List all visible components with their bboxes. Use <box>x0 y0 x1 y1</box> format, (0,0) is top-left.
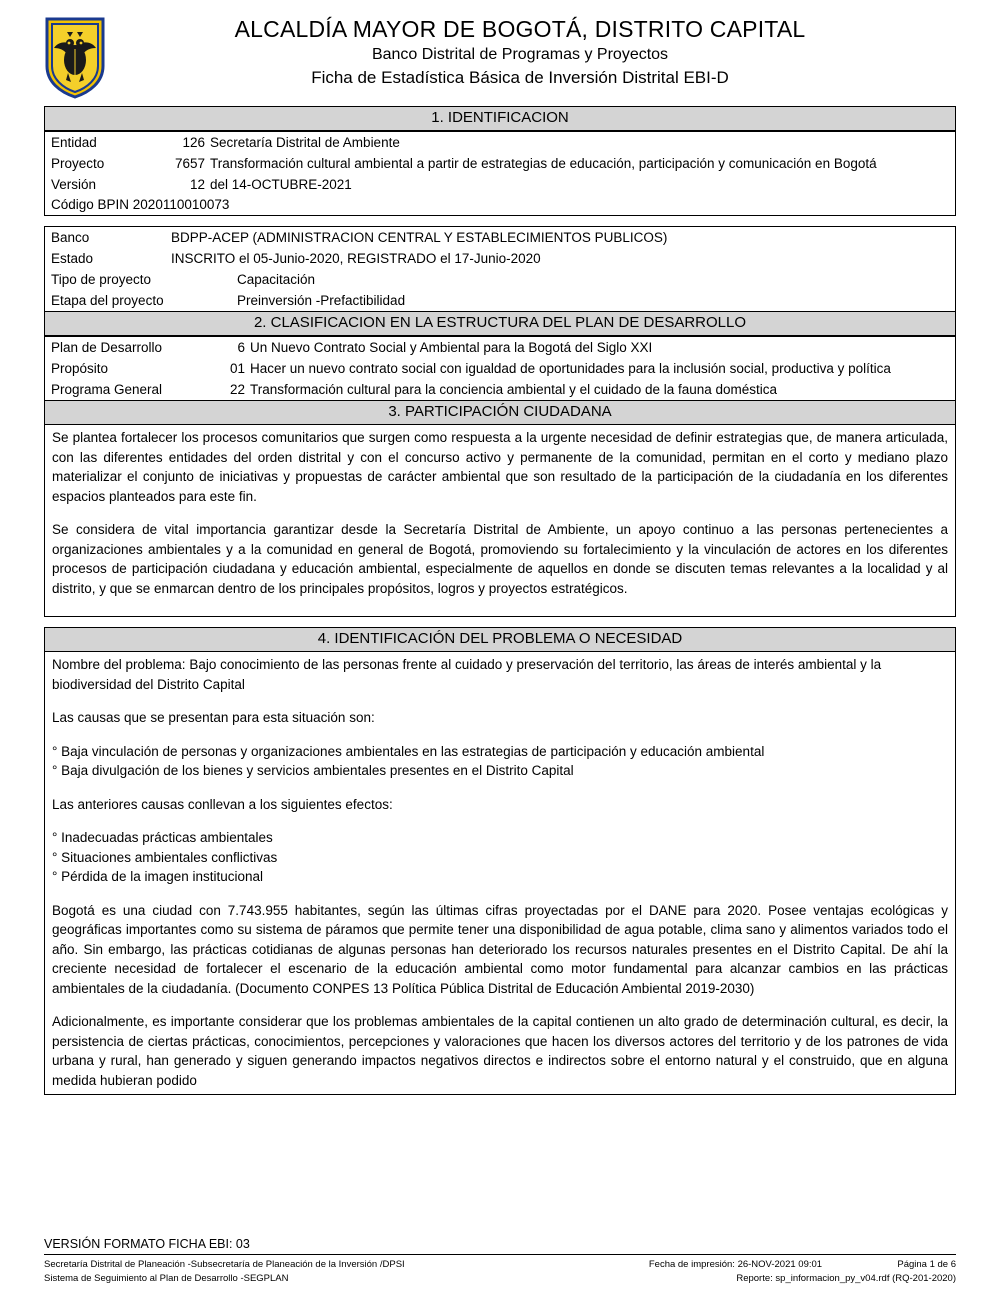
problema-paragraph-1: Nombre del problema: Bajo conocimiento de las personas frente al cuidado y preservación del territorio, las áreas de interés ambiental y la biodiversidad del Distrito Capital <box>52 657 882 692</box>
row-proposito <box>45 358 955 379</box>
row-proyecto <box>45 153 955 174</box>
problema-spacer-5 <box>52 887 948 901</box>
document-header <box>44 14 956 106</box>
header-subtitle-2: Ficha de Estadística Básica de Inversión Distrital EBI-D <box>311 68 729 87</box>
identification-block <box>44 131 956 216</box>
row-tipo-proyecto <box>45 269 955 290</box>
label-banco: Banco <box>51 230 90 245</box>
participacion-spacer-2 <box>52 598 948 612</box>
label-proposito: Propósito <box>51 361 109 376</box>
value-plan-desarrollo-codigo: 6 <box>237 340 245 355</box>
value-entidad: Secretaría Distrital de Ambiente <box>210 135 400 150</box>
header-subtitle-1: Banco Distrital de Programas y Proyectos <box>371 46 669 63</box>
footer-grid <box>44 1255 956 1286</box>
value-estado: INSCRITO el 05-Junio-2020, REGISTRADO el 17-Junio-2020 <box>171 251 541 266</box>
value-plan-desarrollo: Un Nuevo Contrato Social y Ambiental para la Bogotá del Siglo XXI <box>250 340 653 355</box>
problema-spacer-4 <box>52 814 948 828</box>
participacion-paragraph-2: Se considera de vital importancia garantizar desde la Secretaría Distrital de Ambiente, un apoyo continuo a las personas pertenecientes a organizaciones ambientales y a la comunidad en general de Bogotá, promoviendo su fortalecimiento y la vinculación de actores en los diferentes procesos de participación ciudadana y educación ambiental, especialmente de aquellos en donde se discuten temas relevantes a la localidad y al distrito, y que se enmarcan dentro de los principales propósitos, logros y proyectos estratégicos. <box>52 522 948 596</box>
label-programa-general: Programa General <box>51 382 163 397</box>
row-banco <box>45 227 955 248</box>
bogota-coat-of-arms-icon <box>44 16 106 100</box>
problema-paragraph-4: Bogotá es una ciudad con 7.743.955 habitantes, según las últimas cifras proyectadas por el DANE para 2020. Posee ventajas ecológicas y geográficas importantes como su sistema de páramos que permite tener una disponibilidad de agua potable, clima sano y alimentos variados todo el año. Sin embargo, las prácticas cotidianas de algunas personas han deteriorado los recursos naturales presentes en el Distrito Capital. De ahí la creciente necesidad de fortalecer el escenario de la educación ambiental como motor fundamental para alcanzar cambios en las prácticas ambientales de la ciudadanía. (Documento CONPES 13 Política Pública Distrital de Educación Ambiental 2019-2030) <box>52 902 948 996</box>
section-title-clasificacion: 2. CLASIFICACION EN LA ESTRUCTURA DEL PLAN DE DESARROLLO <box>44 312 956 336</box>
problema-causa-2: ° Baja divulgación de los bienes y servicios ambientales presentes en el Distrito Capital <box>52 763 574 778</box>
section-title-problema: 4. IDENTIFICACIÓN DEL PROBLEMA O NECESIDAD <box>44 627 956 652</box>
problema-paragraph-5: Adicionalmente, es importante considerar que los problemas ambientales de la capital contienen un alto grado de determinación cultural, es decir, la persistencia de ciertas prácticas, conocimientos, percepciones y valoraciones que hacen los diversos actores del territorio y de los patrones de vida urbana y rural, han generado y siguen generando impactos negativos directos e indirectos sobre el entorno natural y el construido, que en alguna medida hubieran podido <box>52 1014 948 1088</box>
footer-page-number: Página 1 de 6 <box>897 1259 956 1270</box>
problema-paragraph-3: Las anteriores causas conllevan a los siguientes efectos: <box>52 796 393 812</box>
row-estado <box>45 248 955 269</box>
value-programa-general-codigo: 22 <box>229 382 245 397</box>
spacer-2 <box>44 617 956 627</box>
label-etapa-proyecto: Etapa del proyecto <box>51 293 164 308</box>
value-etapa-proyecto: Preinversión -Prefactibilidad <box>237 293 406 308</box>
row-plan-desarrollo <box>45 337 955 358</box>
value-tipo-proyecto: Capacitación <box>237 272 316 287</box>
section-title-identificacion: 1. IDENTIFICACION <box>44 106 956 131</box>
value-programa-general: Transformación cultural para la conciencia ambiental y el cuidado de la fauna doméstica <box>250 382 778 397</box>
participacion-block <box>44 425 956 617</box>
problema-spacer-3 <box>52 781 948 795</box>
footer-print-date: Fecha de impresión: 26-NOV-2021 09:01 <box>648 1259 823 1270</box>
row-etapa-proyecto <box>45 290 955 311</box>
value-codigo-bpin: Código BPIN 2020110010073 <box>51 197 230 212</box>
value-proposito-codigo: 01 <box>229 361 245 376</box>
problema-efecto-2: ° Situaciones ambientales conflictivas <box>52 849 278 865</box>
banco-block <box>44 226 956 312</box>
participacion-spacer <box>52 506 948 520</box>
label-entidad: Entidad <box>51 135 97 150</box>
problema-block <box>44 652 956 1095</box>
footer-system-line: Sistema de Seguimiento al Plan de Desarrollo -SEGPLAN <box>44 1273 289 1284</box>
value-proposito: Hacer un nuevo contrato social con igualdad de oportunidades para la inclusión social, productiva y política <box>250 361 891 376</box>
section-title-participacion: 3. PARTICIPACIÓN CIUDADANA <box>44 401 956 425</box>
spacer <box>44 216 956 226</box>
footer-entity-line: Secretaría Distrital de Planeación -Subsecretaría de Planeación de la Inversión /DPSI <box>44 1259 405 1270</box>
label-version: Versión <box>51 177 97 192</box>
value-proyecto-codigo: 7657 <box>174 156 205 171</box>
value-entidad-codigo: 126 <box>182 135 205 150</box>
problema-spacer-2 <box>52 728 948 742</box>
footer-version-formato: VERSIÓN FORMATO FICHA EBI: 03 <box>44 1237 250 1251</box>
row-version <box>45 174 955 195</box>
label-plan-desarrollo: Plan de Desarrollo <box>51 340 163 355</box>
row-programa-general <box>45 379 955 400</box>
participacion-paragraph-1: Se plantea fortalecer los procesos comunitarios que surgen como respuesta a la urgente necesidad de definir estrategias que, de manera articulada, con las diferentes entidades del orden distrital y con el concurso activo y permanente de la comunidad, permitan en el corto y mediano plazo materializar el conjunto de iniciativas y propuestas de carácter ambiental que son resultado de la participación de la ciudadanía en los diferentes espacios planteados para este fin. <box>52 430 948 504</box>
problema-causa-1: ° Baja vinculación de personas y organizaciones ambientales en las estrategias de participación y educación ambiental <box>52 743 765 759</box>
page-title: ALCALDÍA MAYOR DE BOGOTÁ, DISTRITO CAPITAL <box>234 16 806 42</box>
label-tipo-proyecto: Tipo de proyecto <box>51 272 152 287</box>
clasificacion-block <box>44 336 956 401</box>
footer-report-line: Reporte: sp_informacion_py_v04.rdf (RQ-201-2020) <box>736 1273 956 1284</box>
value-version-fecha: del 14-OCTUBRE-2021 <box>210 177 352 192</box>
problema-spacer-1 <box>52 694 948 708</box>
footer-left <box>44 1258 405 1286</box>
value-version-numero: 12 <box>189 177 205 192</box>
footer-right <box>649 1258 956 1286</box>
problema-paragraph-2: Las causas que se presentan para esta situación son: <box>52 710 375 725</box>
value-banco: BDPP-ACEP (ADMINISTRACION CENTRAL Y ESTABLECIMIENTOS PUBLICOS) <box>171 230 668 245</box>
problema-spacer-6 <box>52 998 948 1012</box>
label-estado: Estado <box>51 251 94 266</box>
row-entidad <box>45 132 955 153</box>
document-footer <box>44 1237 956 1286</box>
footer-print-row <box>649 1258 956 1272</box>
value-proyecto: Transformación cultural ambiental a partir de estrategias de educación, participación y comunicación en Bogotá <box>210 156 877 171</box>
problema-efecto-1: ° Inadecuadas prácticas ambientales <box>52 830 273 845</box>
label-proyecto: Proyecto <box>51 156 105 171</box>
problema-efecto-3: ° Pérdida de la imagen institucional <box>52 869 264 884</box>
